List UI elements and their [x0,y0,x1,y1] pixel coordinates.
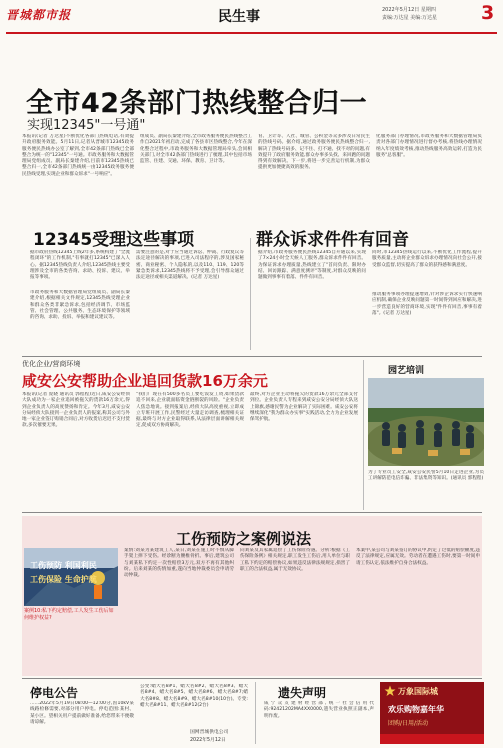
section-rule [22,512,482,513]
ad-stripe [380,734,484,744]
ad-line-1: 欢乐购物嘉年华 [388,705,444,714]
sec12345-body-1: 据市政府热线12345上线2年多,系统构建了"全流程闭环"的工作机制,"有事就打12345"已深入人心。据12345热线负责人介绍,12345热线主要受理涉及全市的各类咨询、求助、投诉、建议、举报等事项。 [30,250,130,281]
sec12345-body-2: 市政务服务和大数据管理局党组成员、副局长秦建介绍,根据相关文件规定,12345热线受理企业和群众各类非紧急诉求,包括经济调节、市场监管、社会管理、公共服务、生态环境保护等领域的咨询、求助、投诉、举报和建议建议等。 [30,290,130,321]
photo-caption: 为了专业员工安全,咸安公安民警5月10日走进企业,为员工讲解防范电信诈骗、非法集资等知识。(通讯员 郭程程) [368,470,484,482]
divider [363,360,364,510]
power-date: 2022年5月12日 [190,738,226,743]
wage-col-2: 向刘某及其家属追偿了工伤保险待遇。分析:根据《工伤保险条例》相关规定,职工发生工伤后,用人单位与职工私下约定的赔偿协议,如果违反法律法规规定,损害了职工的合法权益,属于无效协议。 [240,548,350,572]
power-body: ……2022年5月19日08:00—12:00分,因10kV某线路检修需要,对部分用户停电。停电范围:某村、某小区。望相关用户提前做好准备,给您带来不便敬请谅解。 [30,701,134,725]
masthead [0,0,503,36]
lost-title: 遗失声明 [278,686,327,700]
editor-line: 责编:万达星 美编:万达星 [382,15,437,21]
training-photo [368,378,484,466]
ad-star-icon [384,685,396,697]
photo-title: 园艺培训 [388,366,425,376]
power-title: 停电公告 [30,686,79,700]
lead-col-4: 化服务部门办理情况,市政务服务和大数据管理局负责对各部门办理情况进行督办考核,将热线办理情况纳入年度绩效考核,推动热线服务高效运转,打造为民服务"总客服"。 [376,134,482,158]
secclosed-body-1: 据介绍,市政务服务便民热线12345自开通以来,实现了7×24小时全天候人工服务,群众诉求件件有回音。为保证诉求办理质量,热线建立了"首问负责、限时办结、回访跟踪、满意度测评"等制度,对群众反映的问题做到事事有着落、件件有回音。 [258,250,366,281]
wage-col-3: 本案中,某公司与刘某签订的协议中,约定了过低的赔偿额度,违反了法律规定,应属无效。劳动者在遭遇工伤时,要第一时间申请工伤认定,依法维护自身合法权益。 [356,548,480,566]
lead-col-2: 组成员、副局长秦建介绍,全市政务服务便民热线整合工作自2021年初启动,完成了各县市区热线整合,今年在深化整合过程中,市政务服务和大数据管理局牵头,会同相关部门,对全市42条部门热线进行了梳理,其中包括市场监管、住建、交通、环保、教育、卫计等。 [140,134,252,165]
sec12345-headline: 12345受理这些事项 [33,230,195,250]
secclosed-body-2: 同时,市12345热线运行以来,不断优化工作流程,提升服务质量,主动将企业群众诉求办理情况向社会公开,接受群众监督,切实提高了群众的获得感和满意度。 [372,250,482,268]
ad-line-2: 团购/日用/活动 [388,720,429,727]
newspaper-logo: 晋城都市报 [6,8,72,22]
wage-headline: 工伤预防之案例说法 [176,530,312,548]
lead-subhead: 实现12345"一号通" [27,118,146,133]
divider [250,238,251,350]
divider [255,682,256,744]
section-rule [22,678,482,679]
ad-brand: 万象国际城 [398,687,438,696]
lead-headline: 全市42条部门热线整合归一 [26,88,368,119]
injury-banner-line-1: 工伤预防 利国利民 [30,561,97,570]
business-headline: 咸安公安帮助企业追回货款16万余元 [22,372,268,390]
masthead-rule [6,32,497,34]
sec12345-body-3: 需要注意的是,对于应当通过诉讼、仲裁、行政复议等法定途径解决的事项,已进入司法程序的,涉及国家秘密、商业秘密、个人隐私的,以及110、119、120等紧急类诉求,12345热线将不予受理,会引导群众通过法定途径或相关渠道解决。(记者 万达星) [136,250,244,281]
lost-body: 咸宁众友建材经营部,统一社会信用代码:92421202MA4XX0000,遗失营业执照正副本,声明作废。 [264,701,374,719]
case-question: 案例10:私下约定赔偿,工人发生工伤后如何维护权益? [24,608,114,621]
business-col-1: 本报讯(记者 庞晓 通讯员 郭程程)近日,咸安公安经侦大队成功为一家企业追回被拖欠的货款16万余元,得到企业负责人的高度赞扬和肯定。今年3月,咸安公安分局经侦大队接到一企业负责人的报案,称其公司与外地一家企业签订购销合同后,对方收货后迟迟不支付货款,多次催要无果。 [22,392,130,429]
secclosed-headline: 群众诉求件件有回音 [256,230,409,250]
injury-banner-line-2: 工伤保险 生命护航 [30,575,97,584]
lead-col-1: 本报讯(记者 万达星)不断优化各部门热线电话,有效提升政府服务效能。5月11日,记者从晋城市12345政务服务便民热线办公室了解到,全市42条部门热线已全部整合为统一的"12345"一号通。市政务服务和大数据管理局党组成员、副局长秦建介绍,目前市12345热线已整合归一,全市42条部门热线统一由12345政务服务便民热线受理,实现企业和群众诉求"一号响应"。 [22,134,134,177]
secclosed-body-3: 推动服务事项办理提速增效,针对涉企诉求实行快速响应机制,确保企业反映问题第一时间得到回应和解决,进一步营造良好的营商环境,实现"件件有回音,事事有着落"。(记者 万达星) [372,292,482,316]
ad-block [380,682,484,744]
power-body-2: 公变:蜡大名8#1、蜡大名8#2、蜡大名8#3、蜡大名8#4、蜡大名8#5、蜡大名8#6、蜡大名8#7;蜡大名8#8、蜡大名8#9、蜡大名8#10(10台)。专变:蜡大名8#11、蜡大名8#12(2台) [140,684,248,708]
section-rule [22,356,482,357]
wage-col-1: 案情:刘某为某建筑工人,某日,刘某在施工时不慎从脚手架上摔下受伤。经诊断为腰椎骨折。事后,建筑公司与刘某私下约定一次性赔偿3万元,双方不再有其他纠纷。后来刘某的伤情加重,遂向当地仲裁委员会申请劳动仲裁。 [124,548,234,579]
date-line: 2022年5月12日 星期四 [382,7,436,13]
lead-col-3: 育、卫计等、人社、城管、公积金等众多涉及日常民生的热线号码。据介绍,通过政务服务便民热线整合归一,解决了热线号码多、记不住、打不通、找不对的问题,有效提升了政府服务效能,群众办事多头找、来回跑的问题得到有效解决。下一步,将进一步完善运行机制,为群众提供更加便捷高效的服务。 [258,134,370,171]
section-title: 民生事 [218,9,260,25]
power-signature: 国网晋城供电公司 [190,730,229,735]
page-number: 3 [481,2,495,24]
business-col-2: "我们厂现在有500多名员工要吃饭发工资,如果货款追不回来,企业就面临资金链断裂的风险。"企业负责人焦急地说。接到报案后,经侦大队高度重视,立即成立专班开展工作,民警经过大量走访调查,梳理相关证据,最终与对方企业取得联系,从法律层面讲解相关规定,促成双方协商解决。 [136,392,244,429]
business-kicker: 优化企业/营商环境 [22,360,81,368]
business-col-3: 最终,对方企业主动将拖欠的货款16万余元全部支付到位。企业负责人专程来到咸安公安分局经侦大队送上锦旗,感谢民警为企业解决了实际困难。咸安公安将继续深化"我为群众办实事"实践活动,全力为企业发展保驾护航。 [250,392,358,423]
